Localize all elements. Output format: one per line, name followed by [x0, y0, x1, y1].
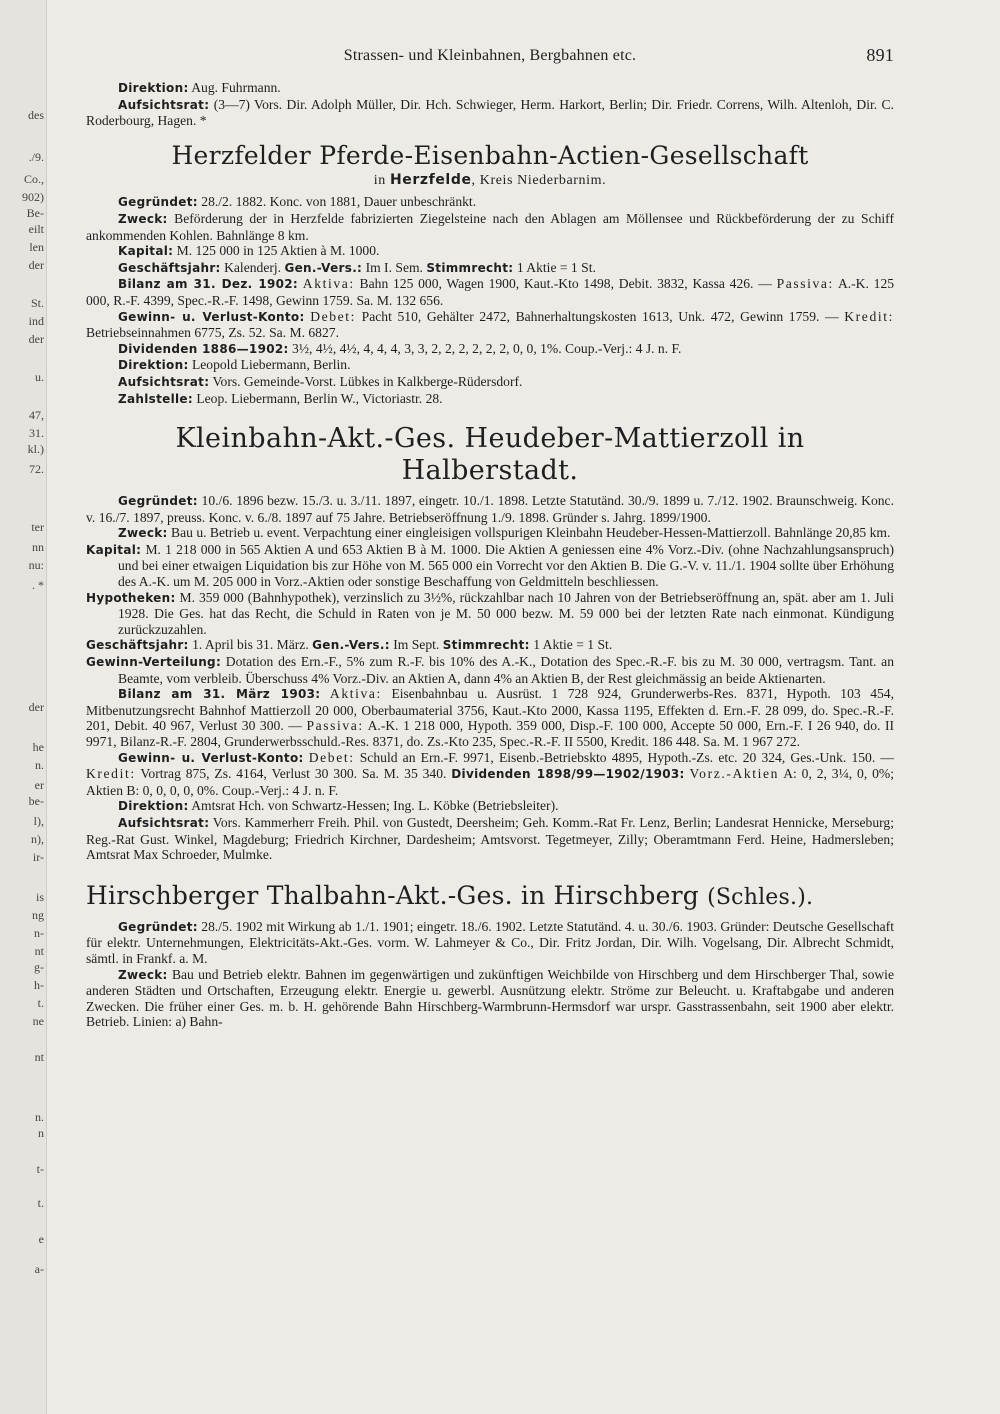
label-bilanz: Bilanz am 31. Dez. 1902: [118, 277, 299, 292]
label-hypotheken: Hypotheken: [86, 590, 176, 605]
text-aufsichtsrat: Vors. Gemeinde-Vorst. Lübkes in Kalkberge-Rüdersdorf. [212, 373, 523, 389]
label-gen-vers: Gen.-Vers.: [312, 638, 390, 653]
label-dividenden: Dividenden 1898/99—1902/1903: [451, 767, 685, 782]
label-gegruendet: Gegründet: [118, 919, 198, 934]
gutter-fragment: 902) [22, 190, 44, 204]
text-aufsichtsrat: (3—7) Vors. Dir. Adolph Müller, Dir. Hch. Schwieger, Herm. Harkort, Berlin; Dir. Friedr. Correns, Wilh. Altenloh, Dir. C. Roderbourg, Hagen. * [86, 96, 894, 129]
running-head-title: Strassen- und Kleinbahnen, Bergbahnen etc. [343, 47, 637, 64]
label-zweck: Zweck: [118, 967, 168, 982]
label-aufsichtsrat: Aufsichtsrat: [118, 815, 210, 830]
label-geschaeftsjahr: Geschäftsjahr: [86, 638, 189, 653]
gutter-fragment: der [28, 258, 44, 272]
text-gegruendet: 28./5. 1902 mit Wirkung ab 1./1. 1901; eingetr. 18./6. 1902. Letzte Statutänd. 4. u. 30./6. 1903. Gründer: Deutsche Gesellschaft für elektr. Unternehmungen, Elektricitäts-Akt.-Ges. vorm. W. Lahmeyer & Co., Dir. Fritz Jordan, Dir. Wilh. Vogelsang, Dir. Albrecht Schmidt, sämtl. in Frankf. a. M. [86, 918, 894, 966]
entry-previous-continuation [86, 80, 894, 129]
text-stimmrecht: 1 Aktie = 1 St. [516, 259, 596, 275]
running-header [86, 45, 894, 70]
gutter-fragment: u. [35, 370, 44, 384]
text-zweck: Bau u. Betrieb u. event. Verpachtung einer eingleisigen vollspurigen Kleinbahn Heudeber-Hessen-Mattierzoll. Bahnlänge 20,85 km. [171, 525, 891, 541]
gutter-fragment: nu: [28, 558, 44, 572]
gutter-fragment: der [28, 332, 44, 346]
label-zweck: Zweck: [118, 526, 168, 541]
gutter-fragment: ./9. [28, 150, 44, 164]
entry-title-heudeber: Kleinbahn-Akt.-Ges. Heudeber-Mattierzoll in Halberstadt. [175, 423, 805, 487]
text-direktion: Aug. Fuhrmann. [191, 80, 281, 95]
gutter-fragment: he [32, 740, 44, 754]
gutter-fragment: ind [28, 314, 44, 328]
gutter-fragment: der [28, 700, 44, 714]
page [86, 45, 895, 1030]
gutter-fragment: eilt [28, 222, 44, 236]
gutter-fragment: t- [36, 1162, 44, 1176]
text-gegruendet: 28./2. 1882. Konc. von 1881, Dauer unbeschränkt. [201, 194, 477, 210]
text-passiva: A.-K. 125 000, R.-F. 4399, Spec.-R.-F. 1498, Gewinn 1759. Sa. M. 132 656. [86, 276, 895, 308]
gutter-fragment: n- [34, 926, 44, 940]
text-direktion: Amtsrat Hch. von Schwartz-Hessen; Ing. L. Köbke (Betriebsleiter). [191, 798, 559, 814]
gutter-fragment: nt [34, 944, 44, 958]
label-gegruendet: Gegründet: [118, 195, 198, 210]
gutter-fragment: des [28, 108, 44, 122]
entry-title-hirschberg [86, 881, 894, 913]
text-zahlstelle: Leop. Liebermann, Berlin W., Victoriastr. 28. [196, 390, 443, 406]
label-gegruendet: Gegründet: [118, 494, 198, 509]
text-dividenden: 3½, 4½, 4½, 4, 4, 4, 3, 3, 2, 2, 2, 2, 2, 2, 0, 0, 1%. Coup.-Verj.: 4 J. n. F. [292, 340, 682, 356]
label-kapital: Kapital: [86, 542, 142, 557]
text-gen-vers: Im I. Sem. [365, 259, 423, 275]
gutter-fragment: St. [30, 296, 44, 310]
label-gewinn-verlust: Gewinn- u. Verlust-Konto: [118, 750, 304, 765]
text-gewinn-verteilung: Dotation des Ern.-F., 5% zum R.-F. bis 10% des A.-K., Dotation des Spec.-R.-F. bis zu M. 30 000, vertragsm. Tant. an Beamte, vom verbleib. Überschuss 4% Vorz.-Div. an Aktien A, dann 4% an Aktien B, der Rest gleichmässig an beide Aktienarten. [118, 654, 894, 686]
word-debet: Debet: [310, 308, 357, 324]
text-debet: Pacht 510, Gehälter 2472, Bahnerhaltungskosten 1613, Unk. 472, Gewinn 1759. — [361, 308, 839, 324]
gutter-fragment: t. [37, 1196, 44, 1210]
gutter-fragment: 72. [29, 462, 44, 476]
label-zahlstelle: Zahlstelle: [118, 391, 193, 406]
text-dividenden: A: 0, 2, 3¼, 0, 0%; Aktien B: 0, 0, 0, 0, 0%. Coup.-Verj.: 4 J. n. F. [86, 766, 894, 798]
gutter-fragment: er [34, 778, 44, 792]
word-debet: Debet: [308, 749, 355, 765]
text-debet: Schuld an Ern.-F. 9971, Eisenb.-Betriebskto 4895, Hypoth.-Zs. etc. 20 324, Ges.-Unk. 150. — [359, 749, 894, 765]
gutter-fragment: is [35, 890, 44, 904]
gutter-fragment: 31. [29, 426, 44, 440]
entry-heudeber [86, 493, 894, 863]
gutter-fragment: l), [33, 814, 44, 828]
label-direktion: Direktion: [118, 81, 189, 95]
text-zweck: Beförderung der in Herzfelde fabrizierten Ziegelsteine nach den Ablagen am Möllensee und Rückbeförderung der zu Schiff ankommenden Kohlen. Bahnlänge 8 km. [86, 210, 894, 243]
text-stimmrecht: 1 Aktie = 1 St. [533, 637, 613, 653]
text-aufsichtsrat: Vors. Kammerherr Freih. Phil. von Gustedt, Deersheim; Geh. Komm.-Rat Fr. Lenz, Berlin; Landesrat Hennicke, Merseburg; Reg.-Rat Gust. Winkel, Magdeburg; Friedrich Kirchner, Dardesheim; Amtsvorst. Tegetmeyer, Zilly; Oberamtmann Ferd. Heine, Hadmersleben; Amtsrat Max Schroeder, Mulmke. [86, 814, 894, 863]
text-gegruendet: 10./6. 1896 bezw. 15./3. u. 3./11. 1897, eingetr. 10./1. 1898. Letzte Statutänd. 30./9. 1899 u. 7./12. 1902. Braunschweig. Konc. v. 16./7. 1897, preuss. Konc. v. 6./8. 1897 auf 75 Jahre. Betriebseröffnung 1./9. 1898. Gründer s. Jahrg. 1899/1900. [86, 493, 894, 525]
label-direktion: Direktion: [118, 799, 189, 814]
label-bilanz: Bilanz am 31. März 1903: [118, 687, 321, 702]
gutter-fragment: ne [32, 1014, 44, 1028]
text-direktion: Leopold Liebermann, Berlin. [191, 357, 351, 373]
label-gen-vers: Gen.-Vers.: [284, 260, 363, 275]
gutter-fragment: g- [34, 960, 44, 974]
label-geschaeftsjahr: Geschäftsjahr: [118, 260, 221, 275]
label-gewinn-verteilung: Gewinn-Verteilung: [86, 655, 222, 670]
gutter-fragment: 47, [29, 408, 44, 422]
label-kapital: Kapital: [118, 244, 174, 259]
text-geschaeftsjahr: 1. April bis 31. März. [192, 637, 309, 653]
gutter-fragment: n), [31, 832, 44, 846]
text-hypotheken: M. 359 000 (Bahnhypothek), verzinslich zu 3½%, rückzahlbar nach 10 Jahren von der Betriebseröffnung an, spät. aber am 1. Juli 1928. Die Ges. hat das Recht, die Schuld in Raten von je M. 50 000 bezw. M. 59 000 bei der letzten Rate nach einmonat. Kündigung zurückzuzahlen. [118, 589, 894, 637]
entry-herzfelde [86, 194, 894, 407]
word-kredit: Kredit: [844, 308, 894, 324]
entry-location-herzfelde [86, 173, 894, 189]
text-geschaeftsjahr: Kalenderj. [224, 259, 282, 275]
label-gewinn-verlust: Gewinn- u. Verlust-Konto: [118, 309, 305, 324]
gutter-fragment: n. [35, 758, 44, 772]
title-sub: (Schles.). [707, 884, 814, 910]
text-gen-vers: Im Sept. [393, 637, 440, 653]
label-dividenden: Dividenden 1886—1902: [118, 341, 289, 356]
text-passiva: A.-K. 1 218 000, Hypoth. 359 000, Disp.-F. 100 000, Accepte 50 000, Ern.-F. I 26 940, do. II 9971, Bilanz-R.-F. 2804, Grunderwerbsschuld.-Res. 8371, do. Zs.-Kto 235, Spec.-R.-F. II 5500, Kredit. 186 448. Sa. M. 1 967 272. [86, 718, 895, 749]
word-aktiva: Aktiva: [329, 686, 382, 702]
gutter-fragment: ter [31, 520, 44, 534]
gutter-fragment: a- [34, 1262, 44, 1276]
gutter-fragment: n. [35, 1110, 44, 1124]
left-margin-gutter [0, 0, 47, 1414]
text-kredit: Betriebseinnahmen 6775, Zs. 52. Sa. M. 6827. [86, 325, 339, 341]
loc-town: Herzfelde [389, 171, 472, 188]
entry-hirschberg [86, 919, 894, 1030]
word-passiva: Passiva: [306, 718, 364, 734]
label-zweck: Zweck: [118, 211, 168, 226]
text-aktiva: Bahn 125 000, Wagen 1900, Kaut.-Kto 1498, Debit. 3832, Kassa 426. — [359, 276, 772, 292]
label-aufsichtsrat: Aufsichtsrat: [118, 97, 210, 112]
title-main: Hirschberger Thalbahn-Akt.-Ges. in Hirschberg [86, 880, 699, 910]
label-aufsichtsrat: Aufsichtsrat: [118, 374, 210, 389]
text-zweck: Bau und Betrieb elektr. Bahnen im gegenwärtigen und zukünftigen Weichbilde von Hirschberg und dem Hirschberger Thal, sowie anderen Städten und Ortschaften, Erzeugung elektr. Energie u. gewerbl. Ausnützung elektr. Ströme zur Beleucht. u. Kraftabgabe und anderen Zwecken. Die früher einer Ges. m. b. H. gehörende Bahn Hirschberg-Warmbrunn-Hermsdorf war urspr. Gasstrassenbahn, seit 1900 aber elektr. Betrieb. Linien: a) Bahn- [86, 966, 894, 1030]
word-aktiva: Aktiva: [302, 276, 355, 292]
gutter-fragment: t. [37, 996, 44, 1010]
word-vorz-aktien: Vorz.-Aktien [689, 766, 780, 782]
gutter-fragment: h- [34, 978, 44, 992]
label-direktion: Direktion: [118, 358, 189, 373]
gutter-fragment: . * [32, 578, 44, 592]
gutter-fragment: kl.) [27, 442, 44, 456]
gutter-fragment: Be- [26, 206, 44, 220]
loc-prefix: in [373, 172, 386, 188]
gutter-fragment: nn [32, 540, 44, 554]
text-kredit: Vortrag 875, Zs. 4164, Verlust 30 300. Sa. M. 35 340. [140, 766, 447, 782]
text-kapital: M. 125 000 in 125 Aktien à M. 1000. [176, 243, 380, 259]
text-aktiva: Eisenbahnbau u. Ausrüst. 1 728 924, Grunderwerbs-Res. 8371, Hypoth. 103 454, Mitbenutzungsrecht Bahnhof Mattierzoll 20 000, Oberbaumaterial 3756, Kaut.-Kto 2000, Kassa 1195, Effekten d. Ern.-F. 28 099, do. Spec.-R.-F. 201, Debit. 40 967, Verlust 30 300. — [86, 686, 895, 734]
label-stimmrecht: Stimmrecht: [426, 260, 514, 275]
entry-title-herzfelde: Herzfelder Pferde-Eisenbahn-Actien-Gesellschaft [171, 140, 809, 170]
gutter-fragment: ir- [32, 850, 44, 864]
gutter-fragment: n [38, 1126, 44, 1140]
gutter-fragment: Co., [23, 172, 44, 186]
word-kredit: Kredit: [86, 766, 136, 782]
word-passiva: Passiva: [776, 276, 834, 292]
text-kapital: M. 1 218 000 in 565 Aktien A und 653 Aktien B à M. 1000. Die Aktien A geniessen eine 4% Vorz.-Div. (ohne Nachzahlungsanspruch) und bei einer etwaigen Liquidation bis zur Höhe von M. 565 000 ein Vorrecht vor den Aktien B. Die G.-V. v. 11./1. 1904 sollte über Erhöhung des A.-K. um M. 205 000 in Vorz.-Aktien oder sonstige Beschaffung von Geldmitteln beschliessen. [118, 541, 894, 590]
page-number: 891 [866, 45, 894, 65]
gutter-fragment: be- [28, 794, 44, 808]
gutter-fragment: e [38, 1232, 44, 1246]
gutter-fragment: nt [34, 1050, 44, 1064]
gutter-fragment: ng [32, 908, 44, 922]
gutter-fragment: len [29, 240, 44, 254]
loc-suffix: , Kreis Niederbarnim. [471, 172, 607, 188]
label-stimmrecht: Stimmrecht: [442, 638, 530, 653]
